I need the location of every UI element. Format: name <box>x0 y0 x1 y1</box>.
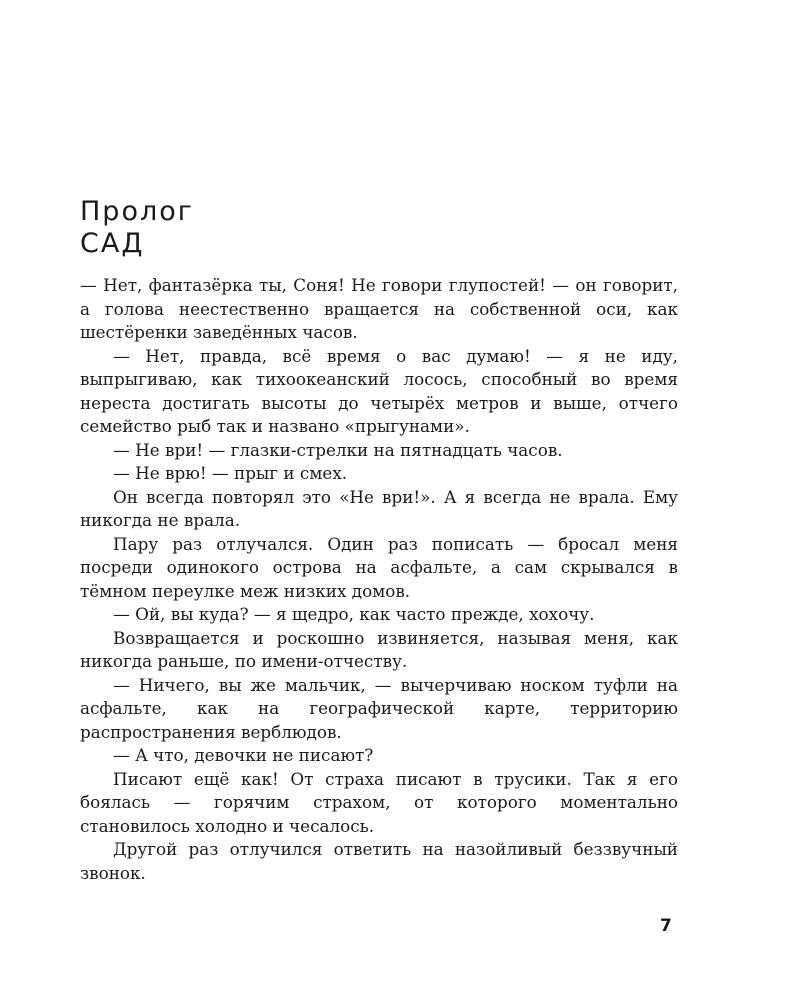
chapter-body <box>80 274 678 885</box>
paragraph: Другой раз отлучился ответить на назойливый беззвучный звонок. <box>80 839 678 883</box>
paragraph: Писают ещё как! От страха писают в трусики. Так я его боялась — горячим страхом, от которого моментально становилось холодно и чесалось. <box>80 768 678 836</box>
paragraph: — Нет, фантазёрка ты, Соня! Не говори глупостей! — он говорит, а голова неестественно вращается на собственной оси, как шестёренки заведённых часов. <box>80 275 678 342</box>
paragraph: — Не врю! — прыг и смех. <box>113 463 348 483</box>
chapter-heading <box>80 196 194 260</box>
paragraph: — А что, девочки не писают? <box>113 745 374 765</box>
paragraph: Пару раз отлучался. Один раз пописать — бросал меня посреди одинокого острова на асфальте, а сам скрывался в тёмном переулке меж низких домов. <box>80 533 678 601</box>
page-number: 7 <box>660 916 672 936</box>
paragraph: — Не ври! — глазки-стрелки на пятнадцать часов. <box>113 439 563 460</box>
chapter-heading-prologue: Пролог <box>80 196 194 227</box>
paragraph: Он всегда повторял это «Не ври!». А я всегда не врала. Ему никогда не врала. <box>80 486 678 530</box>
chapter-heading-title: САД <box>80 228 145 259</box>
paragraph: Возвращается и роскошно извиняется, называя меня, как никогда раньше, по имени-отчеству. <box>80 627 678 671</box>
paragraph: — Нет, правда, всё время о вас думаю! — я не иду, выпрыгиваю, как тихоокеанский лосось, способный во время нереста достигать высоты до четырёх метров и выше, отчего семейство рыб так и названо «прыгунами». <box>80 345 678 436</box>
paragraph: — Ничего, вы же мальчик, — вычерчиваю носком туфли на асфальте, как на географической карте, территорию распространения верблюдов. <box>80 674 678 742</box>
paragraph: — Ой, вы куда? — я щедро, как часто прежде, хохочу. <box>113 604 595 624</box>
